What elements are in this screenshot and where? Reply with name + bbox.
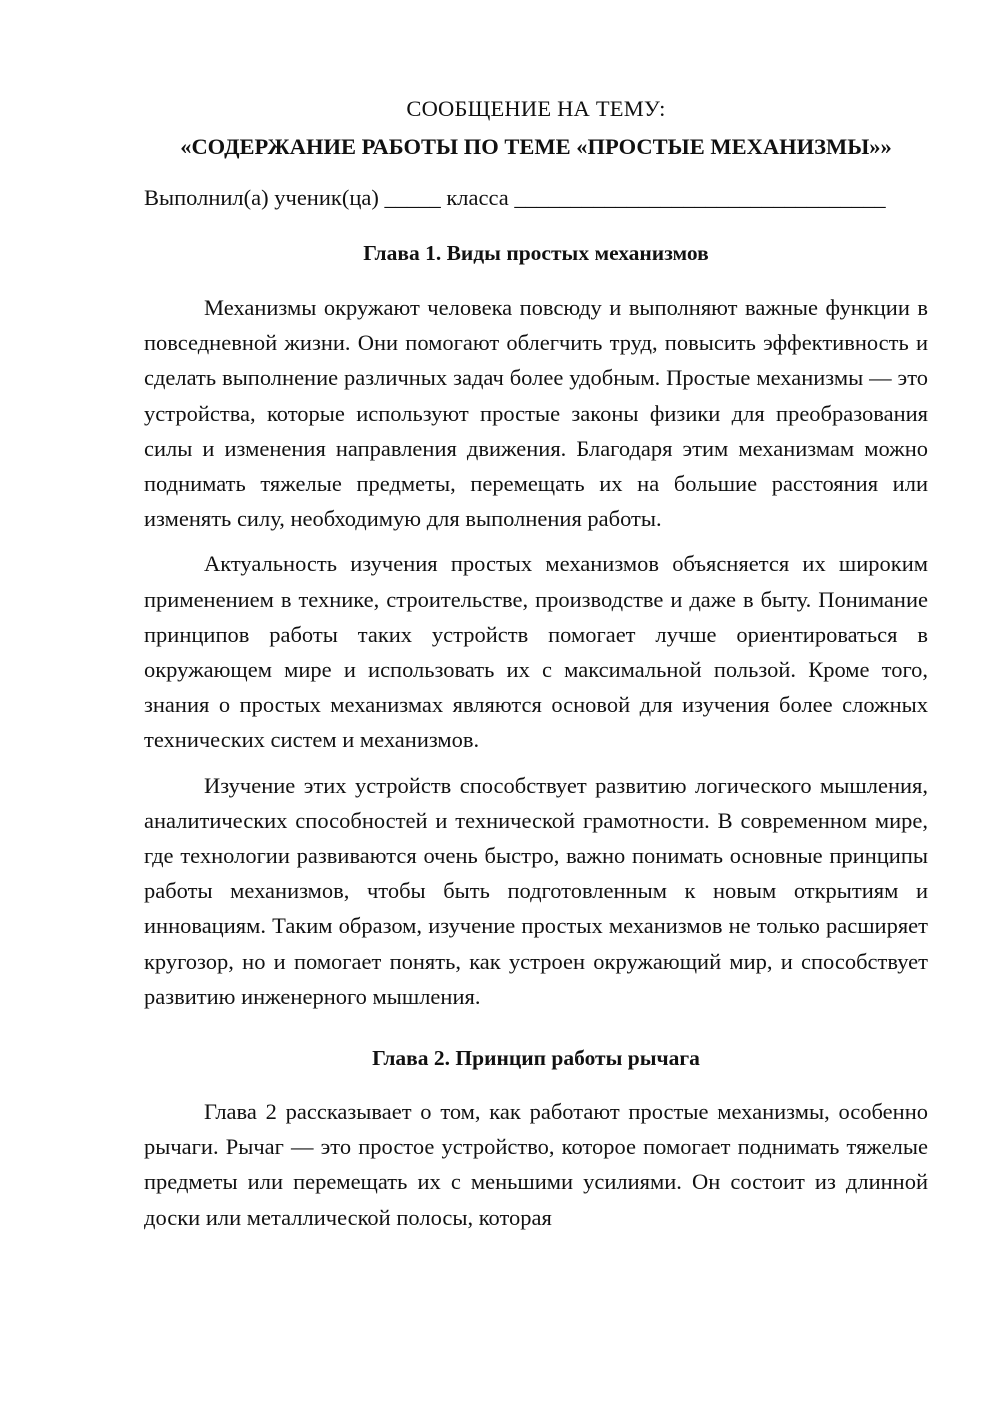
chapter-1-paragraph-3: Изучение этих устройств способствует развитию логического мышления, аналитических способностей и технической грамотности. В современном мире, где технологии развиваются очень быстро, важно понимать основные принципы работы механизмов, чтобы быть подготовленным к новым открытиям и инновациям. Таким образом, изучение простых механизмов не только расширяет кругозор, но и помогает понять, как устроен окружающий мир, и способствует развитию инженерного мышления.: [144, 772, 928, 1009]
chapter-1-paragraph-2: Актуальность изучения простых механизмов объясняется их широким применением в технике, строительстве, производстве и даже в быту. Понимание принципов работы таких устройств помогает лучше ориентироваться в окружающем мире и использовать их с максимальной пользой. Кроме того, знания о простых механизмах являются основой для изучения более сложных технических систем и механизмов.: [144, 551, 928, 753]
document-title-line-2: «СОДЕРЖАНИЕ РАБОТЫ ПО ТЕМЕ «ПРОСТЫЕ МЕХАНИЗМЫ»»: [180, 134, 892, 159]
chapter-1-heading: Глава 1. Виды простых механизмов: [363, 241, 709, 265]
chapter-2-heading: Глава 2. Принцип работы рычага: [372, 1046, 700, 1071]
author-signature-line: Выполнил(а) ученик(ца) _____ класса _________________________________: [144, 185, 886, 210]
document-body: [144, 92, 928, 1235]
document-title-line-1: СООБЩЕНИЕ НА ТЕМУ:: [406, 96, 666, 121]
chapter-2-paragraph-1: Глава 2 рассказывает о том, как работают простые механизмы, особенно рычаги. Рычаг — это простое устройство, которое помогает поднимать тяжелые предметы или перемещать их с меньшими усилиями. Он состоит из длинной доски или металлической полосы, которая: [144, 1099, 928, 1230]
chapter-1-paragraph-1: Механизмы окружают человека повсюду и выполняют важные функции в повседневной жизни. Они помогают облегчить труд, повысить эффективность и сделать выполнение различных задач более удобным. Простые механизмы — это устройства, которые используют простые законы физики для преобразования силы и изменения направления движения. Благодаря этим механизмам можно поднимать тяжелые предметы, перемещать их на большие расстояния или изменять силу, необходимую для выполнения работы.: [144, 295, 928, 532]
